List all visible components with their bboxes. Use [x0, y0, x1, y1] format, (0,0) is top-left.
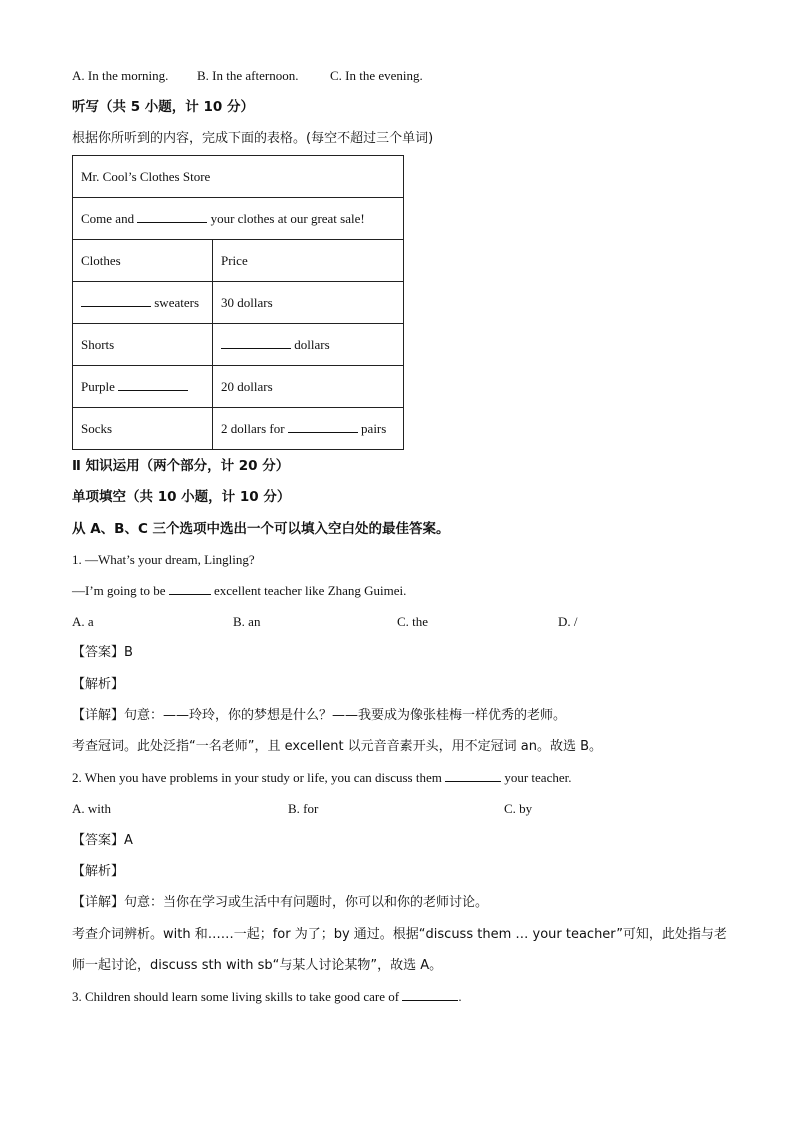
prev-option-a: A. In the morning.	[72, 68, 169, 83]
part2-heading: Ⅱ 知识运用（两个部分，计 20 分）	[72, 458, 290, 474]
question-1-explanation: 考查冠词。此处泛指“一名老师”，且 excellent 以元音音素开头，用不定冠词 an。故选 B。	[72, 739, 603, 754]
question-2-explanation-2: 师一起讨论，discuss sth with sb“与某人讨论某物”，故选 A。	[72, 958, 443, 973]
item-text: sweaters	[154, 294, 200, 310]
dictation-instruction: 根据你所听到的内容，完成下面的表格。(每空不超过三个单词)	[72, 131, 434, 146]
question-1-option-d[interactable]: D. /	[558, 614, 578, 629]
answer-blank[interactable]	[118, 379, 188, 391]
table-cell-item: Shorts	[73, 324, 213, 366]
question-1-answer: 【答案】B	[72, 645, 133, 660]
table-row	[73, 408, 404, 450]
column-header-clothes: Clothes	[73, 240, 213, 282]
question-1-option-c[interactable]: C. the	[397, 614, 429, 629]
table-row	[73, 366, 404, 408]
subtitle-text-after: your clothes at our great sale!	[210, 210, 365, 226]
question-1-line1: 1. —What’s your dream, Lingling?	[72, 552, 255, 567]
prev-option-c: C. In the evening.	[330, 68, 423, 83]
answer-blank[interactable]	[81, 295, 151, 307]
answer-blank[interactable]	[288, 421, 358, 433]
question-2-line1	[72, 770, 571, 786]
column-header-price: Price	[213, 240, 404, 282]
table-cell-price: 20 dollars	[213, 366, 404, 408]
price-text: pairs	[361, 420, 387, 436]
part2-sub-heading: 单项填空（共 10 小题，计 10 分）	[72, 489, 291, 505]
table-subtitle	[73, 198, 404, 240]
prev-option-b: B. In the afternoon.	[197, 68, 299, 83]
subtitle-text-before: Come and	[81, 210, 135, 226]
table-cell-item	[73, 366, 213, 408]
price-text: 2 dollars for	[221, 420, 285, 436]
answer-blank[interactable]	[169, 583, 211, 595]
question-2-answer: 【答案】A	[72, 833, 133, 848]
answer-blank[interactable]	[137, 211, 207, 223]
table-row	[73, 282, 404, 324]
price-text: dollars	[294, 336, 330, 352]
answer-blank[interactable]	[402, 989, 458, 1001]
question-text: 3. Children should learn some living skills to take good care of	[72, 989, 400, 1004]
table-cell-price: 30 dollars	[213, 282, 404, 324]
table-row	[73, 324, 404, 366]
question-text: 2. When you have problems in your study or life, you can discuss them	[72, 770, 442, 785]
table-cell-price	[213, 324, 404, 366]
question-1-detail: 【详解】句意：——玲玲，你的梦想是什么？——我要成为像张桂梅一样优秀的老师。	[72, 708, 567, 723]
question-text: .	[458, 989, 462, 1004]
table-title: Mr. Cool’s Clothes Store	[73, 156, 404, 198]
question-text: excellent teacher like Zhang Guimei.	[214, 583, 407, 598]
question-text: your teacher.	[504, 770, 572, 785]
table-row	[73, 156, 404, 198]
item-text: Purple	[81, 378, 115, 394]
answer-blank[interactable]	[221, 337, 291, 349]
answer-blank[interactable]	[445, 770, 501, 782]
question-2-explanation-1: 考查介词辨析。with 和……一起；for 为了；by 通过。根据“discuss them … your teacher”可知，此处指与老	[72, 927, 727, 942]
question-3-line1	[72, 989, 462, 1005]
part2-instruction: 从 A、B、C 三个选项中选出一个可以填入空白处的最佳答案。	[72, 521, 450, 537]
table-cell-item: Socks	[73, 408, 213, 450]
question-2-detail: 【详解】句意：当你在学习或生活中有问题时，你可以和你的老师讨论。	[72, 895, 489, 910]
question-1-analysis-label: 【解析】	[72, 677, 125, 692]
question-2-analysis-label: 【解析】	[72, 864, 125, 879]
table-row	[73, 198, 404, 240]
question-2-option-a[interactable]: A. with	[72, 801, 111, 816]
dictation-heading: 听写（共 5 小题，计 10 分）	[72, 99, 254, 115]
table-cell-price	[213, 408, 404, 450]
table-cell-item	[73, 282, 213, 324]
question-text: —I’m going to be	[72, 583, 166, 598]
clothes-store-table	[72, 155, 404, 450]
question-1-option-a[interactable]: A. a	[72, 614, 94, 629]
table-row	[73, 240, 404, 282]
question-1-option-b[interactable]: B. an	[233, 614, 261, 629]
question-2-option-c[interactable]: C. by	[504, 801, 533, 816]
question-1-line2	[72, 583, 406, 599]
question-2-option-b[interactable]: B. for	[288, 801, 319, 816]
